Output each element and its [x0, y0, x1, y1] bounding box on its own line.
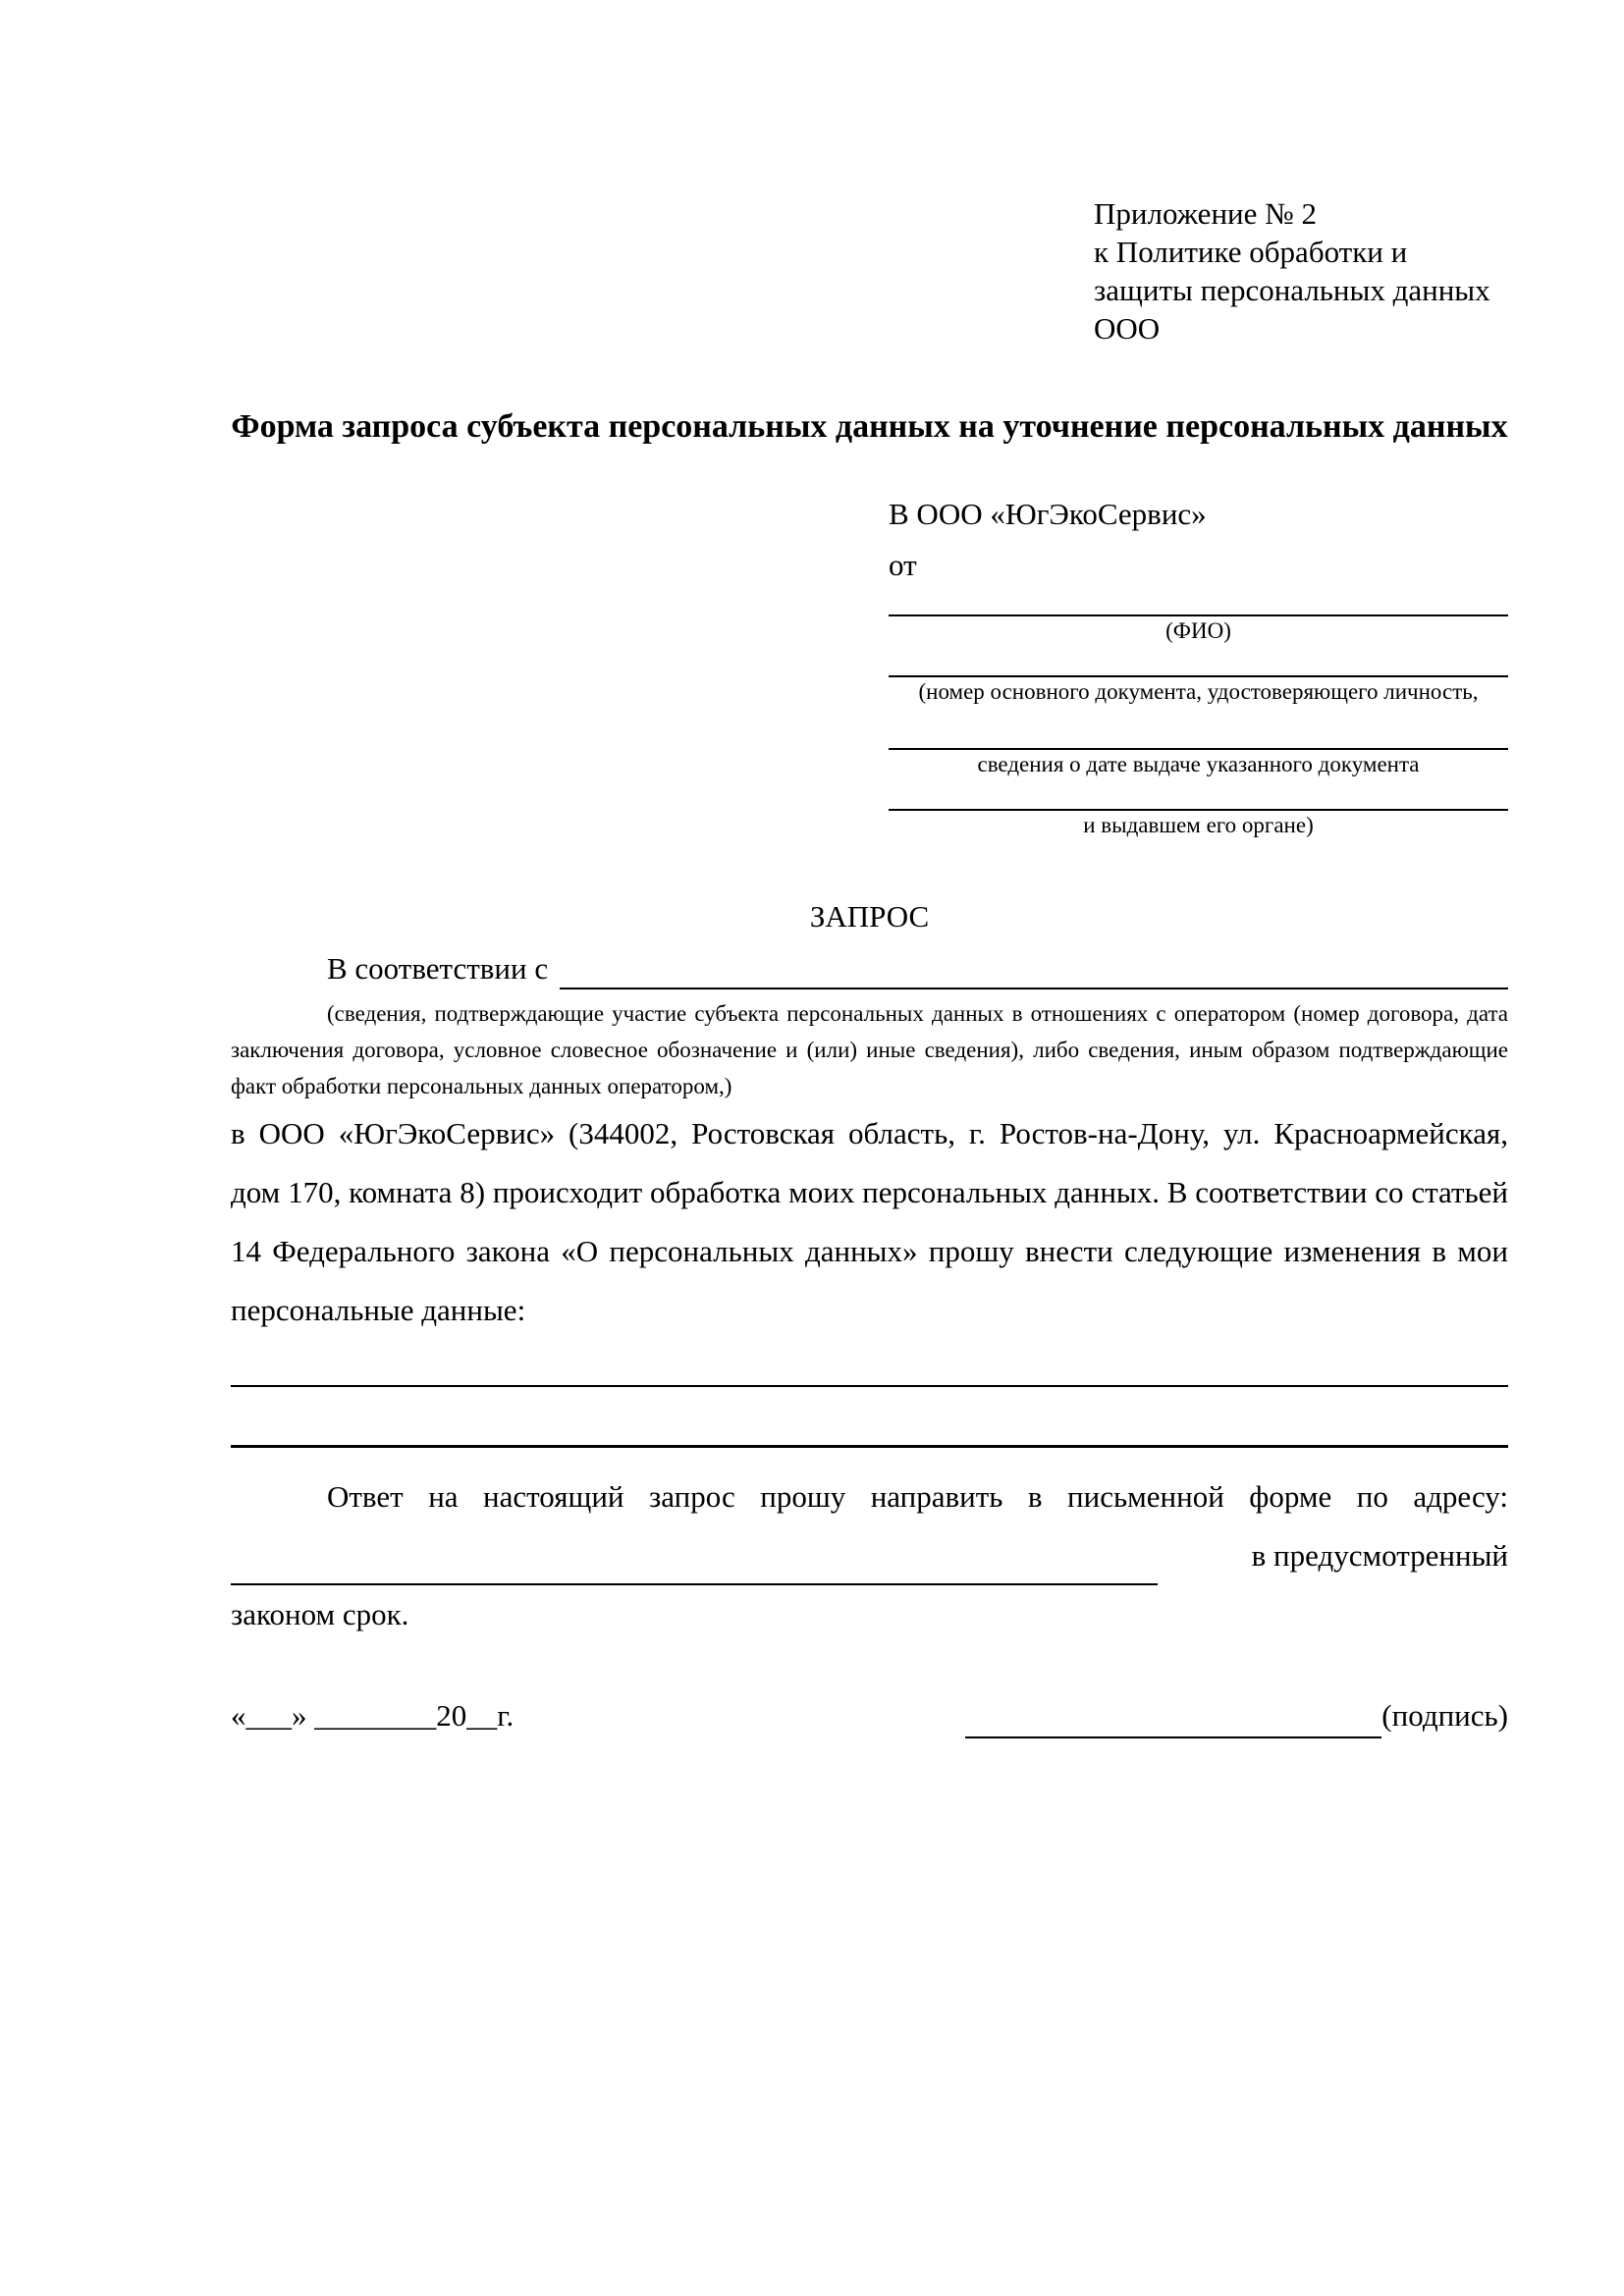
signature-caption: (подпись) — [1381, 1698, 1508, 1733]
signature-fill-line — [965, 1699, 1381, 1738]
appendix-line: ООО — [1094, 311, 1161, 346]
fio-fill-line — [889, 587, 1508, 616]
intro-note: (сведения, подтверждающие участие субъекта персональных данных в отношениях с оператором (номер договора, дата заключения договора, условное словесное обозначение и (или) иные сведения), либо сведения, иным образом подтверждающие факт обработки персональных данных оператором,) — [231, 1001, 1508, 1098]
request-body-paragraph: в ООО «ЮгЭкоСервис» (344002, Ростовская область, г. Ростов-на-Дону, ул. Красноармейская, дом 170, комната 8) происходит обработка моих персональных данных. В соответствии со статьей 14 Федерального закона «О персональных данных» прошу внести следующие изменения в мои персональные данные: — [231, 1116, 1508, 1327]
field-document-number — [889, 646, 1508, 707]
reply-line-1: Ответ на настоящий запрос прошу направить в письменной форме по адресу: — [327, 1479, 1508, 1514]
appendix-line: Приложение № 2 — [1094, 196, 1317, 231]
issuing-authority-fill-line — [889, 779, 1508, 811]
fio-caption: (ФИО) — [1165, 618, 1231, 643]
document-content — [231, 194, 1508, 1738]
intro-label: В соответствии с — [327, 951, 549, 986]
reply-paragraph — [231, 1468, 1508, 1644]
appendix-line: к Политике обработки и — [1094, 235, 1408, 269]
document-title: Форма запроса субъекта персональных данных на уточнение персональных данных — [231, 408, 1508, 445]
document-number-fill-line — [889, 646, 1508, 677]
field-fio — [889, 587, 1508, 646]
request-heading: ЗАПРОС — [809, 899, 930, 934]
intro-line — [231, 948, 1508, 989]
appendix-line: защиты персональных данных — [1094, 273, 1490, 307]
changes-fill-line-1 — [231, 1340, 1508, 1387]
reply-line-3: законом срок. — [231, 1597, 409, 1631]
date-signature-row — [231, 1693, 1508, 1738]
appendix-reference — [1094, 194, 1508, 347]
intro-fill-line — [560, 948, 1508, 989]
document-number-caption: (номер основного документа, удостоверяющего личность, — [918, 679, 1479, 704]
addressee-organization: В ООО «ЮгЭкоСервис» — [889, 497, 1207, 531]
issue-date-fill-line — [889, 707, 1508, 750]
reply-tail-text: в предусмотренный — [1251, 1538, 1508, 1573]
field-issuing-authority — [889, 779, 1508, 840]
reply-address-fill-line — [231, 1534, 1158, 1585]
date-fill-text: «___» ________20__г. — [231, 1698, 514, 1733]
addressee-block — [889, 493, 1508, 840]
changes-fill-line-2 — [231, 1387, 1508, 1448]
reply-line-2 — [231, 1526, 1508, 1585]
field-issue-date — [889, 707, 1508, 779]
addressee-from-label: от — [889, 548, 917, 582]
issue-date-caption: сведения о дате выдаче указанного документа — [977, 752, 1420, 776]
issuing-authority-caption: и выдавшем его органе) — [1083, 813, 1314, 837]
signature-group — [965, 1693, 1508, 1738]
